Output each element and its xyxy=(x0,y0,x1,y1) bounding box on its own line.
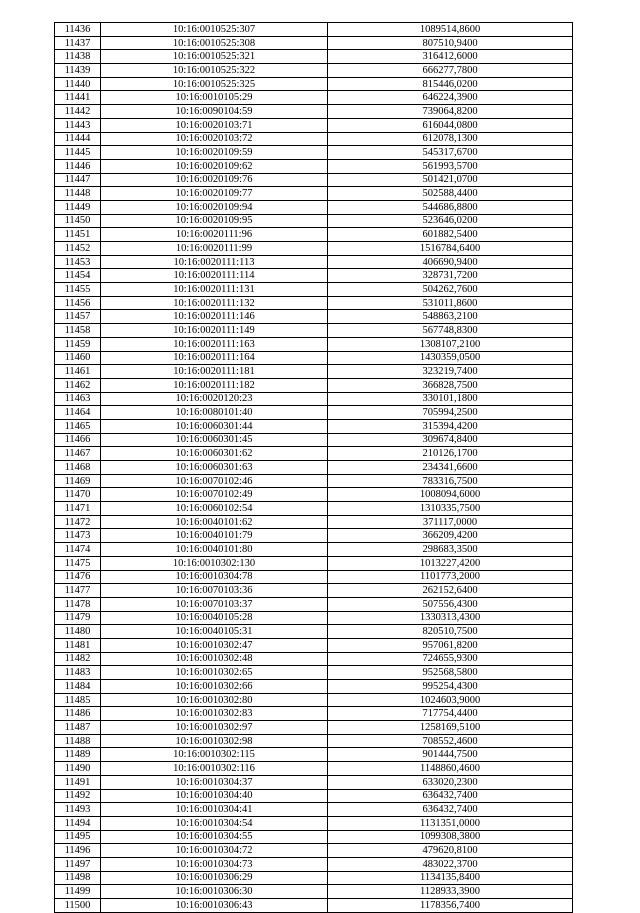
cadastral-number-cell: 10:16:0010304:54 xyxy=(101,816,328,830)
cadastral-number-cell: 10:16:0020111:164 xyxy=(101,351,328,365)
row-number-cell: 11455 xyxy=(55,283,101,297)
row-number-cell: 11495 xyxy=(55,830,101,844)
value-cell: 708552,4600 xyxy=(328,734,573,748)
row-number-cell: 11451 xyxy=(55,228,101,242)
value-cell: 328731,7200 xyxy=(328,269,573,283)
cadastral-number-cell: 10:16:0020111:146 xyxy=(101,310,328,324)
table-row xyxy=(55,64,573,78)
table-row xyxy=(55,748,573,762)
row-number-cell: 11469 xyxy=(55,474,101,488)
row-number-cell: 11464 xyxy=(55,406,101,420)
value-cell: 807510,9400 xyxy=(328,36,573,50)
table-row xyxy=(55,36,573,50)
row-number-cell: 11493 xyxy=(55,803,101,817)
cadastral-number-cell: 10:16:0090104:59 xyxy=(101,105,328,119)
row-number-cell: 11449 xyxy=(55,200,101,214)
value-cell: 1148860,4600 xyxy=(328,762,573,776)
row-number-cell: 11486 xyxy=(55,707,101,721)
row-number-cell: 11463 xyxy=(55,392,101,406)
value-cell: 952568,5800 xyxy=(328,666,573,680)
cadastral-number-cell: 10:16:0010306:29 xyxy=(101,871,328,885)
table-row xyxy=(55,680,573,694)
row-number-cell: 11470 xyxy=(55,488,101,502)
row-number-cell: 11497 xyxy=(55,857,101,871)
value-cell: 1101773,2000 xyxy=(328,570,573,584)
row-number-cell: 11500 xyxy=(55,899,101,913)
value-cell: 1099308,3800 xyxy=(328,830,573,844)
value-cell: 1330313,4300 xyxy=(328,611,573,625)
table-row xyxy=(55,803,573,817)
table-row xyxy=(55,159,573,173)
table-row xyxy=(55,529,573,543)
value-cell: 705994,2500 xyxy=(328,406,573,420)
table-row xyxy=(55,378,573,392)
value-cell: 1134135,8400 xyxy=(328,871,573,885)
table-row xyxy=(55,132,573,146)
table-row xyxy=(55,50,573,64)
table-row xyxy=(55,816,573,830)
value-cell: 544686,8800 xyxy=(328,200,573,214)
value-cell: 561993,5700 xyxy=(328,159,573,173)
value-cell: 507556,4300 xyxy=(328,597,573,611)
table-row xyxy=(55,105,573,119)
row-number-cell: 11473 xyxy=(55,529,101,543)
cadastral-number-cell: 10:16:0060301:44 xyxy=(101,419,328,433)
row-number-cell: 11471 xyxy=(55,502,101,516)
value-cell: 548863,2100 xyxy=(328,310,573,324)
table-row xyxy=(55,652,573,666)
row-number-cell: 11478 xyxy=(55,597,101,611)
cadastral-number-cell: 10:16:0020103:71 xyxy=(101,118,328,132)
value-cell: 315394,4200 xyxy=(328,419,573,433)
value-cell: 1308107,2100 xyxy=(328,337,573,351)
table-row xyxy=(55,734,573,748)
cadastral-number-cell: 10:16:0020109:94 xyxy=(101,200,328,214)
value-cell: 366209,4200 xyxy=(328,529,573,543)
table-row xyxy=(55,502,573,516)
value-cell: 724655,9300 xyxy=(328,652,573,666)
value-cell: 616044,0800 xyxy=(328,118,573,132)
table-row xyxy=(55,625,573,639)
value-cell: 504262,7600 xyxy=(328,283,573,297)
table-row xyxy=(55,406,573,420)
cadastral-number-cell: 10:16:0020111:132 xyxy=(101,296,328,310)
row-number-cell: 11445 xyxy=(55,146,101,160)
row-number-cell: 11491 xyxy=(55,775,101,789)
row-number-cell: 11487 xyxy=(55,721,101,735)
cadastral-number-cell: 10:16:0020111:181 xyxy=(101,365,328,379)
row-number-cell: 11474 xyxy=(55,543,101,557)
table-row xyxy=(55,857,573,871)
cadastral-number-cell: 10:16:0040101:80 xyxy=(101,543,328,557)
row-number-cell: 11492 xyxy=(55,789,101,803)
cadastral-number-cell: 10:16:0010302:115 xyxy=(101,748,328,762)
cadastral-number-cell: 10:16:0010525:321 xyxy=(101,50,328,64)
table-row xyxy=(55,666,573,680)
row-number-cell: 11467 xyxy=(55,447,101,461)
table-row xyxy=(55,597,573,611)
cadastral-number-cell: 10:16:0020109:62 xyxy=(101,159,328,173)
row-number-cell: 11460 xyxy=(55,351,101,365)
value-cell: 636432,7400 xyxy=(328,803,573,817)
table-row xyxy=(55,337,573,351)
value-cell: 1258169,5100 xyxy=(328,721,573,735)
cadastral-number-cell: 10:16:0020111:149 xyxy=(101,324,328,338)
row-number-cell: 11450 xyxy=(55,214,101,228)
row-number-cell: 11443 xyxy=(55,118,101,132)
cadastral-number-cell: 10:16:0010302:65 xyxy=(101,666,328,680)
cadastral-number-cell: 10:16:0010525:307 xyxy=(101,23,328,37)
table-row xyxy=(55,23,573,37)
value-cell: 783316,7500 xyxy=(328,474,573,488)
value-cell: 531011,8600 xyxy=(328,296,573,310)
value-cell: 298683,3500 xyxy=(328,543,573,557)
row-number-cell: 11488 xyxy=(55,734,101,748)
row-number-cell: 11462 xyxy=(55,378,101,392)
cadastral-number-cell: 10:16:0010302:98 xyxy=(101,734,328,748)
table-row xyxy=(55,146,573,160)
table-row xyxy=(55,871,573,885)
table-row xyxy=(55,474,573,488)
row-number-cell: 11465 xyxy=(55,419,101,433)
value-cell: 666277,7800 xyxy=(328,64,573,78)
cadastral-number-cell: 10:16:0010105:29 xyxy=(101,91,328,105)
cadastral-number-cell: 10:16:0020111:99 xyxy=(101,242,328,256)
table-row xyxy=(55,269,573,283)
row-number-cell: 11454 xyxy=(55,269,101,283)
table-row xyxy=(55,775,573,789)
cadastral-number-cell: 10:16:0070102:46 xyxy=(101,474,328,488)
value-cell: 406690,9400 xyxy=(328,255,573,269)
table-row xyxy=(55,789,573,803)
table-row xyxy=(55,214,573,228)
cadastral-number-cell: 10:16:0010306:43 xyxy=(101,899,328,913)
row-number-cell: 11437 xyxy=(55,36,101,50)
table-row xyxy=(55,91,573,105)
value-cell: 601882,5400 xyxy=(328,228,573,242)
cadastral-number-cell: 10:16:0040105:28 xyxy=(101,611,328,625)
table-row xyxy=(55,461,573,475)
value-cell: 739064,8200 xyxy=(328,105,573,119)
cadastral-number-cell: 10:16:0020103:72 xyxy=(101,132,328,146)
row-number-cell: 11442 xyxy=(55,105,101,119)
row-number-cell: 11440 xyxy=(55,77,101,91)
row-number-cell: 11483 xyxy=(55,666,101,680)
value-cell: 995254,4300 xyxy=(328,680,573,694)
row-number-cell: 11485 xyxy=(55,693,101,707)
cadastral-number-cell: 10:16:0010525:322 xyxy=(101,64,328,78)
table-row xyxy=(55,419,573,433)
cadastral-number-cell: 10:16:0010306:30 xyxy=(101,885,328,899)
cadastral-number-cell: 10:16:0010302:130 xyxy=(101,556,328,570)
cadastral-number-cell: 10:16:0070103:36 xyxy=(101,584,328,598)
data-table xyxy=(54,22,573,913)
table-row xyxy=(55,283,573,297)
table-row xyxy=(55,228,573,242)
row-number-cell: 11441 xyxy=(55,91,101,105)
value-cell: 371117,0000 xyxy=(328,515,573,529)
cadastral-number-cell: 10:16:0010304:73 xyxy=(101,857,328,871)
table-row xyxy=(55,433,573,447)
table-row xyxy=(55,707,573,721)
value-cell: 901444,7500 xyxy=(328,748,573,762)
value-cell: 1008094,6000 xyxy=(328,488,573,502)
cadastral-number-cell: 10:16:0010304:78 xyxy=(101,570,328,584)
table-row xyxy=(55,242,573,256)
value-cell: 1310335,7500 xyxy=(328,502,573,516)
row-number-cell: 11481 xyxy=(55,638,101,652)
cadastral-number-cell: 10:16:0010302:116 xyxy=(101,762,328,776)
value-cell: 234341,6600 xyxy=(328,461,573,475)
table-row xyxy=(55,255,573,269)
row-number-cell: 11484 xyxy=(55,680,101,694)
cadastral-number-cell: 10:16:0060301:62 xyxy=(101,447,328,461)
table-row xyxy=(55,899,573,913)
value-cell: 1013227,4200 xyxy=(328,556,573,570)
row-number-cell: 11453 xyxy=(55,255,101,269)
table-row xyxy=(55,77,573,91)
cadastral-number-cell: 10:16:0020111:114 xyxy=(101,269,328,283)
table-row xyxy=(55,392,573,406)
row-number-cell: 11482 xyxy=(55,652,101,666)
table-row xyxy=(55,556,573,570)
value-cell: 633020,2300 xyxy=(328,775,573,789)
value-cell: 309674,8400 xyxy=(328,433,573,447)
value-cell: 316412,6000 xyxy=(328,50,573,64)
row-number-cell: 11436 xyxy=(55,23,101,37)
row-number-cell: 11452 xyxy=(55,242,101,256)
value-cell: 545317,6700 xyxy=(328,146,573,160)
value-cell: 1089514,8600 xyxy=(328,23,573,37)
cadastral-number-cell: 10:16:0060301:63 xyxy=(101,461,328,475)
row-number-cell: 11438 xyxy=(55,50,101,64)
cadastral-number-cell: 10:16:0060102:54 xyxy=(101,502,328,516)
table-row xyxy=(55,762,573,776)
cadastral-number-cell: 10:16:0040105:31 xyxy=(101,625,328,639)
cadastral-number-cell: 10:16:0020111:182 xyxy=(101,378,328,392)
value-cell: 330101,1800 xyxy=(328,392,573,406)
value-cell: 1128933,3900 xyxy=(328,885,573,899)
table-row xyxy=(55,200,573,214)
cadastral-number-cell: 10:16:0010302:66 xyxy=(101,680,328,694)
cadastral-number-cell: 10:16:0020111:113 xyxy=(101,255,328,269)
value-cell: 483022,3700 xyxy=(328,857,573,871)
row-number-cell: 11439 xyxy=(55,64,101,78)
table-row xyxy=(55,365,573,379)
table-row xyxy=(55,351,573,365)
row-number-cell: 11496 xyxy=(55,844,101,858)
table-row xyxy=(55,885,573,899)
table-row xyxy=(55,543,573,557)
cadastral-number-cell: 10:16:0010302:97 xyxy=(101,721,328,735)
value-cell: 210126,1700 xyxy=(328,447,573,461)
row-number-cell: 11458 xyxy=(55,324,101,338)
cadastral-number-cell: 10:16:0010302:47 xyxy=(101,638,328,652)
cadastral-number-cell: 10:16:0010525:308 xyxy=(101,36,328,50)
row-number-cell: 11475 xyxy=(55,556,101,570)
value-cell: 957061,8200 xyxy=(328,638,573,652)
table-row xyxy=(55,488,573,502)
row-number-cell: 11476 xyxy=(55,570,101,584)
row-number-cell: 11444 xyxy=(55,132,101,146)
value-cell: 501421,0700 xyxy=(328,173,573,187)
value-cell: 502588,4400 xyxy=(328,187,573,201)
value-cell: 815446,0200 xyxy=(328,77,573,91)
row-number-cell: 11498 xyxy=(55,871,101,885)
cadastral-number-cell: 10:16:0010525:325 xyxy=(101,77,328,91)
cadastral-number-cell: 10:16:0010304:72 xyxy=(101,844,328,858)
value-cell: 567748,8300 xyxy=(328,324,573,338)
table-row xyxy=(55,693,573,707)
cadastral-number-cell: 10:16:0070102:49 xyxy=(101,488,328,502)
value-cell: 717754,4400 xyxy=(328,707,573,721)
value-cell: 1131351,0000 xyxy=(328,816,573,830)
cadastral-number-cell: 10:16:0020109:77 xyxy=(101,187,328,201)
value-cell: 646224,3900 xyxy=(328,91,573,105)
value-cell: 523646,0200 xyxy=(328,214,573,228)
row-number-cell: 11479 xyxy=(55,611,101,625)
row-number-cell: 11490 xyxy=(55,762,101,776)
table-body xyxy=(55,23,573,913)
value-cell: 479620,8100 xyxy=(328,844,573,858)
table-row xyxy=(55,447,573,461)
cadastral-number-cell: 10:16:0010304:40 xyxy=(101,789,328,803)
cadastral-number-cell: 10:16:0010304:55 xyxy=(101,830,328,844)
table-row xyxy=(55,118,573,132)
value-cell: 323219,7400 xyxy=(328,365,573,379)
value-cell: 612078,1300 xyxy=(328,132,573,146)
table-row xyxy=(55,187,573,201)
table-row xyxy=(55,296,573,310)
cadastral-number-cell: 10:16:0040101:79 xyxy=(101,529,328,543)
table-row xyxy=(55,584,573,598)
cadastral-number-cell: 10:16:0080101:40 xyxy=(101,406,328,420)
row-number-cell: 11489 xyxy=(55,748,101,762)
table-row xyxy=(55,721,573,735)
cadastral-number-cell: 10:16:0020111:163 xyxy=(101,337,328,351)
value-cell: 1178356,7400 xyxy=(328,899,573,913)
row-number-cell: 11499 xyxy=(55,885,101,899)
row-number-cell: 11472 xyxy=(55,515,101,529)
cadastral-number-cell: 10:16:0010302:80 xyxy=(101,693,328,707)
cadastral-number-cell: 10:16:0010302:83 xyxy=(101,707,328,721)
row-number-cell: 11461 xyxy=(55,365,101,379)
row-number-cell: 11480 xyxy=(55,625,101,639)
cadastral-number-cell: 10:16:0020109:95 xyxy=(101,214,328,228)
row-number-cell: 11468 xyxy=(55,461,101,475)
table-row xyxy=(55,310,573,324)
value-cell: 1024603,9000 xyxy=(328,693,573,707)
table-row xyxy=(55,638,573,652)
cadastral-number-cell: 10:16:0010304:41 xyxy=(101,803,328,817)
value-cell: 820510,7500 xyxy=(328,625,573,639)
row-number-cell: 11459 xyxy=(55,337,101,351)
value-cell: 366828,7500 xyxy=(328,378,573,392)
cadastral-number-cell: 10:16:0020109:76 xyxy=(101,173,328,187)
table-row xyxy=(55,570,573,584)
cadastral-number-cell: 10:16:0020109:59 xyxy=(101,146,328,160)
row-number-cell: 11494 xyxy=(55,816,101,830)
cadastral-number-cell: 10:16:0060301:45 xyxy=(101,433,328,447)
table-row xyxy=(55,830,573,844)
table-row xyxy=(55,324,573,338)
cadastral-number-cell: 10:16:0020120:23 xyxy=(101,392,328,406)
row-number-cell: 11466 xyxy=(55,433,101,447)
row-number-cell: 11448 xyxy=(55,187,101,201)
table-row xyxy=(55,515,573,529)
value-cell: 636432,7400 xyxy=(328,789,573,803)
row-number-cell: 11446 xyxy=(55,159,101,173)
value-cell: 1430359,0500 xyxy=(328,351,573,365)
row-number-cell: 11447 xyxy=(55,173,101,187)
table-row xyxy=(55,611,573,625)
cadastral-number-cell: 10:16:0020111:131 xyxy=(101,283,328,297)
row-number-cell: 11477 xyxy=(55,584,101,598)
cadastral-number-cell: 10:16:0040101:62 xyxy=(101,515,328,529)
cadastral-number-cell: 10:16:0020111:96 xyxy=(101,228,328,242)
value-cell: 1516784,6400 xyxy=(328,242,573,256)
cadastral-number-cell: 10:16:0070103:37 xyxy=(101,597,328,611)
table-row xyxy=(55,173,573,187)
cadastral-number-cell: 10:16:0010302:48 xyxy=(101,652,328,666)
value-cell: 262152,6400 xyxy=(328,584,573,598)
cadastral-number-cell: 10:16:0010304:37 xyxy=(101,775,328,789)
table-row xyxy=(55,844,573,858)
row-number-cell: 11457 xyxy=(55,310,101,324)
row-number-cell: 11456 xyxy=(55,296,101,310)
